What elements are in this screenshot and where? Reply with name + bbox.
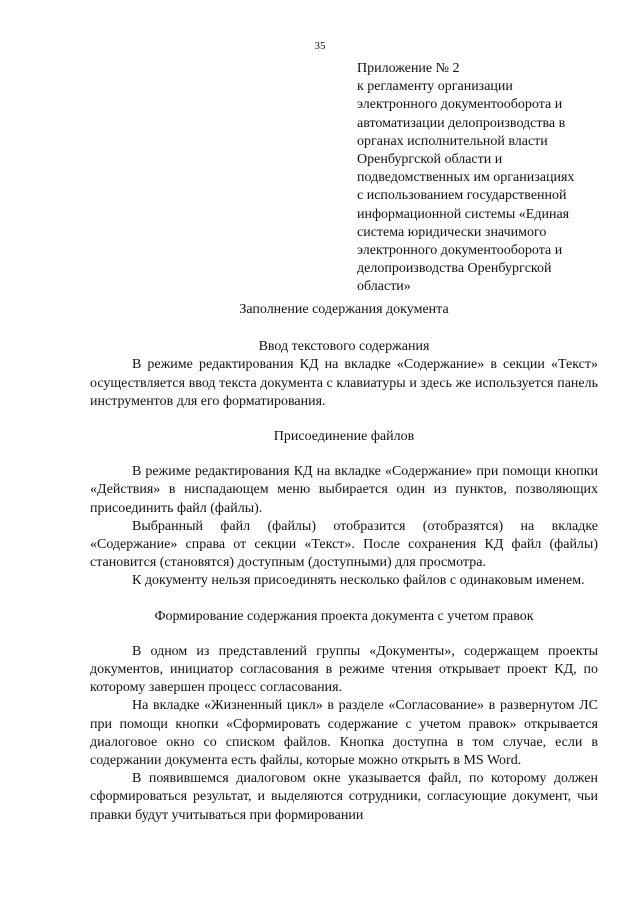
appendix-line: информационной системы «Единая — [357, 206, 570, 222]
paragraph: К документу нельзя присоединять несколько файлов с одинаковым именем. — [132, 573, 585, 589]
paragraph: В появившемся диалоговом окне указывается файл, по которому должен сформироваться результат, и выделяются сотрудники, согласующие документ, чьи правки будут учитываться при формировании — [90, 771, 598, 823]
appendix-line: электронного документооборота и — [357, 243, 563, 259]
appendix-line: система юридически значимого — [357, 224, 547, 240]
appendix-line: подведомственных им организациях — [357, 170, 575, 186]
paragraph: В режиме редактирования КД на вкладке «Содержание» при помощи кнопки «Действия» в ниспадающем меню выбирается один из пунктов, позволяющих присоединить файл (файлы). — [90, 464, 598, 516]
appendix-line: автоматизации делопроизводства в — [357, 115, 566, 131]
paragraph: Выбранный файл (файлы) отобразится (отобразятся) на вкладке «Содержание» справа от секции «Текст». После сохранения КД файл (файлы) становится (становятся) доступным (доступными) для просмотра. — [90, 518, 598, 571]
appendix-line: Оренбургской области и — [357, 152, 503, 168]
section-heading-text-input: Ввод текстового содержания — [258, 339, 430, 355]
main-title: Заполнение содержания документа — [239, 302, 449, 317]
appendix-block — [357, 60, 607, 297]
paragraph: В одном из представлений группы «Документы», содержащем проекты документов, инициатор согласования в режиме чтения открывает проект КД, по которому завершен процесс согласования. — [90, 643, 598, 696]
appendix-line: области» — [357, 279, 411, 295]
paragraph: На вкладке «Жизненный цикл» в разделе «Согласование» в развернутом ЛС при помощи кнопки «Сформировать содержание с учетом правок» открывается диалоговое окно со списком файлов. Кнопка доступна в том случае, если в содержании документа есть файлы, которые можно открыть в MS Word. — [90, 698, 598, 769]
appendix-line: органах исполнительной власти — [357, 133, 548, 149]
section-heading-attach-files: Присоединение файлов — [273, 429, 415, 445]
section-heading-form-content: Формирование содержания проекта документа с учетом правок — [154, 608, 534, 624]
document-body — [90, 301, 598, 825]
appendix-line: с использованием государственной — [357, 188, 567, 204]
appendix-line: Приложение № 2 — [357, 61, 460, 76]
paragraph: В режиме редактирования КД на вкладке «Содержание» в секции «Текст» осуществляется ввод текста документа с клавиатуры и здесь же используется панель инструментов для его форматирования. — [90, 357, 598, 409]
page-number: 35 — [314, 40, 326, 52]
appendix-line: делопроизводства Оренбургской — [357, 261, 552, 277]
appendix-line: электронного документооборота и — [357, 97, 563, 113]
appendix-line: к регламенту организации — [357, 79, 513, 95]
